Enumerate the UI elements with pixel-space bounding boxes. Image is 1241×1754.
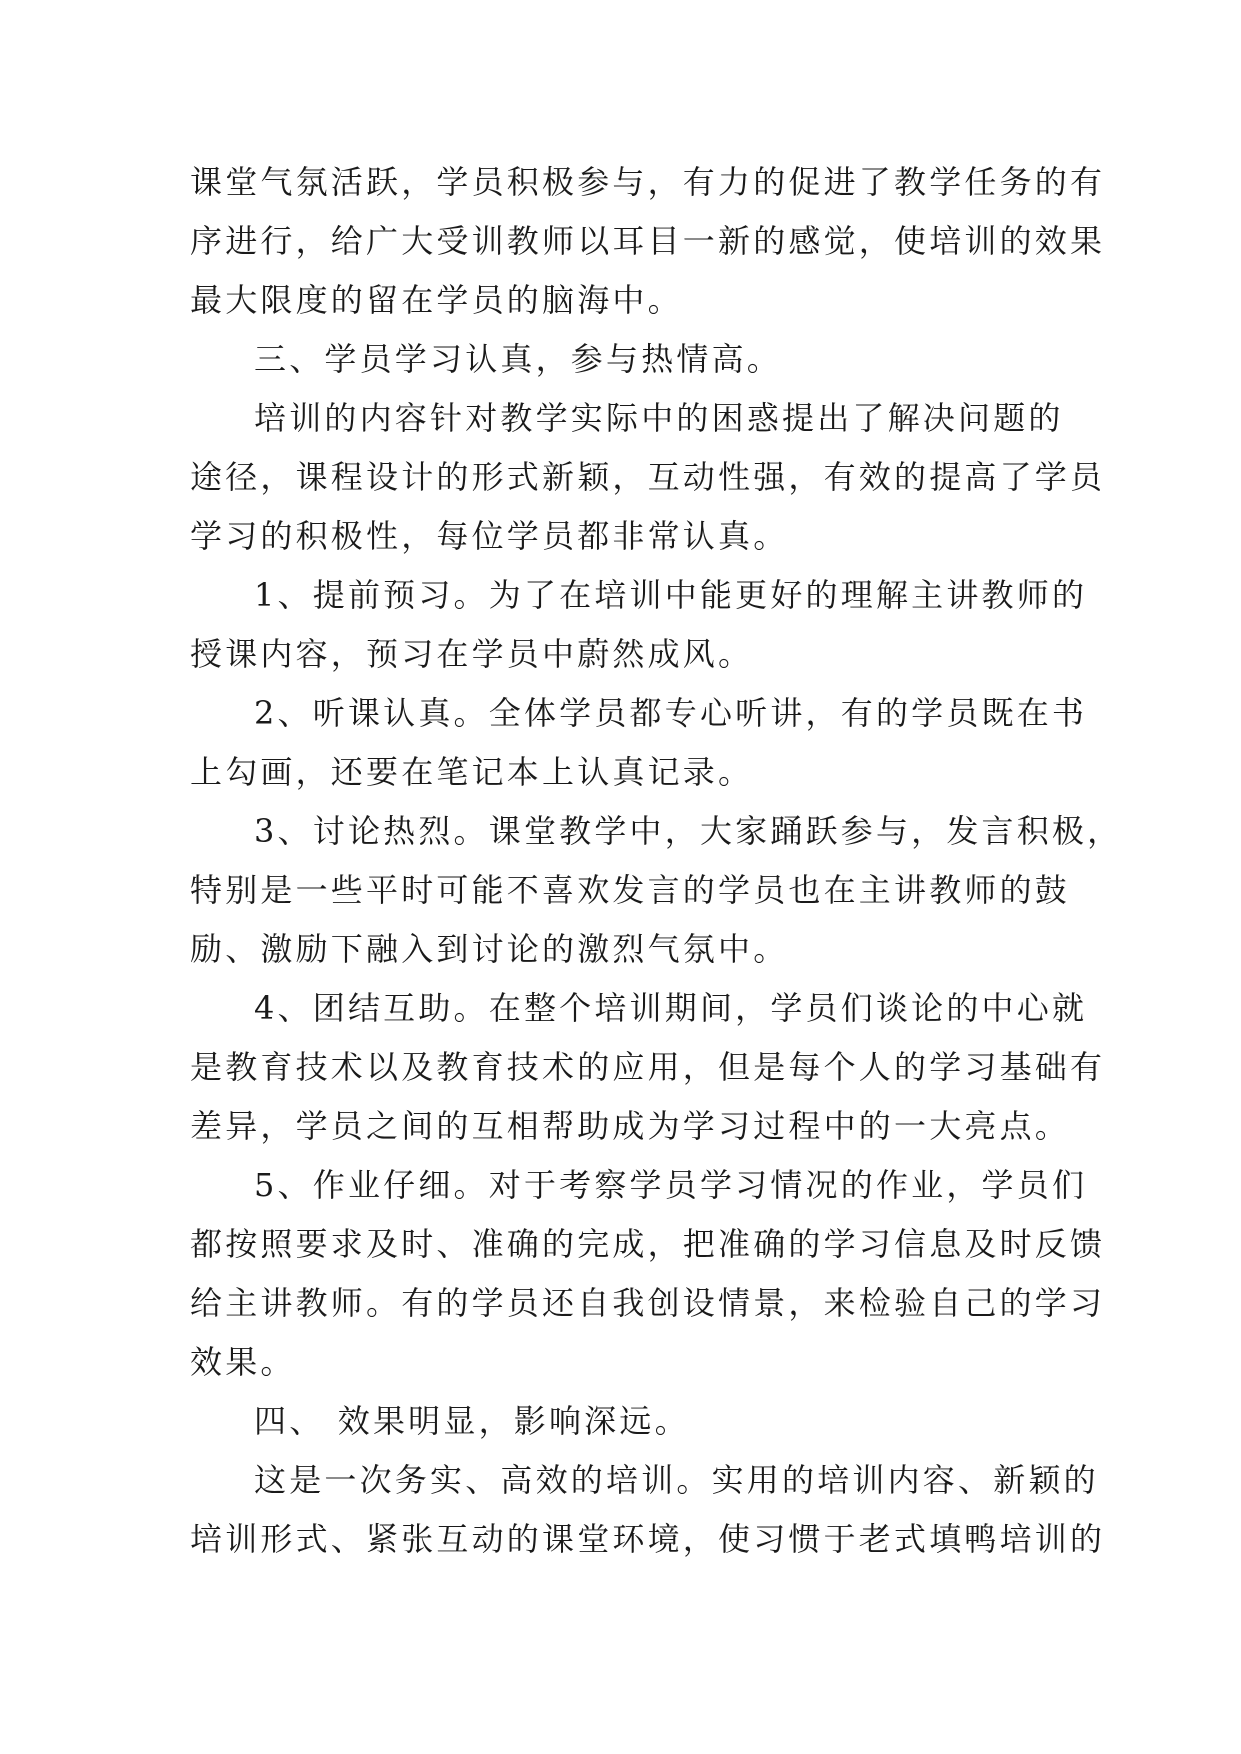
text-line: 学习的积极性，每位学员都非常认真。: [190, 517, 789, 555]
text-line: 最大限度的留在学员的脑海中。: [190, 281, 683, 319]
text-line: 课堂气氛活跃，学员积极参与，有力的促进了教学任务的有: [190, 163, 1106, 201]
text-line: 励、激励下融入到讨论的激烈气氛中。: [190, 930, 789, 968]
text-line: 差异，学员之间的互相帮助成为学习过程中的一大亮点。: [190, 1107, 1071, 1145]
text-line: 途径，课程设计的形式新颖，互动性强，有效的提高了学员: [190, 458, 1106, 496]
text-line: 上勾画，还要在笔记本上认真记录。: [190, 753, 754, 791]
list-item: 2、听课认真。全体学员都专心听讲，有的学员既在书: [254, 694, 1088, 732]
document-body: [190, 153, 1123, 1569]
text-line: 授课内容，预习在学员中蔚然成风。: [190, 635, 754, 673]
text-line: 序进行，给广大受训教师以耳目一新的感觉，使培训的效果: [190, 222, 1106, 260]
text-line: 培训形式、紧张互动的课堂环境，使习惯于老式填鸭培训的: [190, 1520, 1106, 1558]
list-item: 1、提前预习。为了在培训中能更好的理解主讲教师的: [254, 576, 1088, 614]
list-item: 5、作业仔细。对于考察学员学习情况的作业，学员们: [254, 1166, 1088, 1204]
text-line: 是教育技术以及教育技术的应用，但是每个人的学习基础有: [190, 1048, 1106, 1086]
text-line: 特别是一些平时可能不喜欢发言的学员也在主讲教师的鼓: [190, 871, 1071, 909]
text-line: 培训的内容针对教学实际中的困惑提出了解决问题的: [254, 399, 1064, 437]
section-heading: 四、 效果明显，影响深远。: [254, 1402, 690, 1440]
text-line: 给主讲教师。有的学员还自我创设情景，来检验自己的学习: [190, 1284, 1106, 1322]
list-item: 3、讨论热烈。课堂教学中，大家踊跃参与，发言积极，: [254, 812, 1123, 850]
text-line: 效果。: [190, 1343, 296, 1381]
section-heading: 三、学员学习认真，参与热情高。: [254, 340, 783, 378]
list-item: 4、团结互助。在整个培训期间，学员们谈论的中心就: [254, 989, 1088, 1027]
text-line: 都按照要求及时、准确的完成，把准确的学习信息及时反馈: [190, 1225, 1106, 1263]
text-line: 这是一次务实、高效的培训。实用的培训内容、新颖的: [254, 1461, 1099, 1499]
